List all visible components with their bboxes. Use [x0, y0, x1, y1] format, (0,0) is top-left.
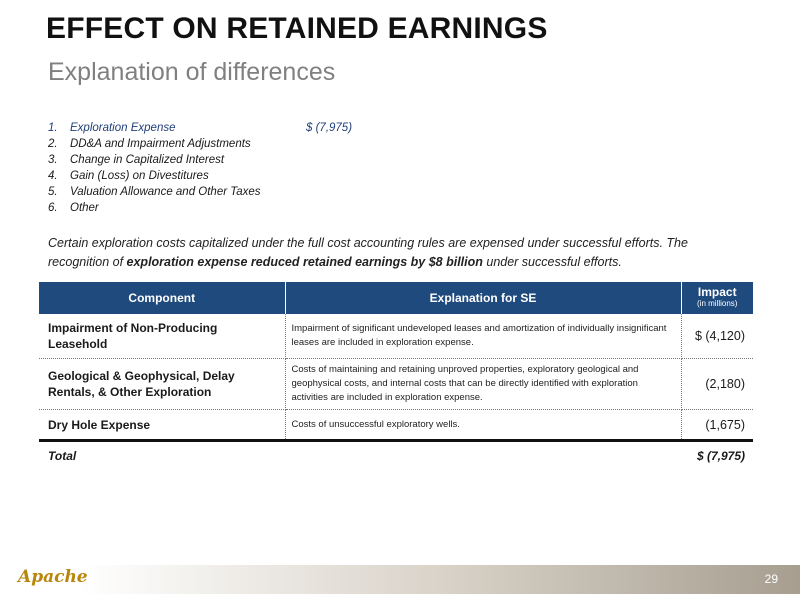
row-impact: $ (4,120) [681, 314, 753, 359]
row-impact: (2,180) [681, 359, 753, 410]
item-label: Gain (Loss) on Divestitures [70, 170, 209, 182]
list-item [48, 136, 352, 152]
total-label: Total [48, 449, 77, 464]
total-value: $ (7,975) [696, 449, 745, 464]
table-header-row [39, 282, 753, 314]
explanation-paragraph [48, 234, 748, 272]
footer-bar [0, 565, 800, 594]
list-item [48, 152, 352, 168]
row-component: Impairment of Non-Producing Leasehold [39, 314, 285, 359]
paragraph-text-end: under successful efforts. [482, 255, 622, 269]
page-title: EFFECT ON RETAINED EARNINGS [46, 12, 548, 45]
table-row [39, 410, 753, 441]
row-impact: (1,675) [681, 410, 753, 441]
list-item [48, 200, 352, 216]
paragraph-emphasis: exploration expense reduced retained earnings by $8 billion [126, 255, 483, 269]
paragraph-text: Certain exploration costs capitalized under the full cost accounting rules are expensed under successful efforts. The recognition of [48, 236, 688, 269]
item-label: Other [70, 202, 99, 214]
item-label: DD&A and Impairment Adjustments [70, 138, 251, 150]
item-amount: $ (7,975) [306, 122, 353, 134]
differences-list [48, 120, 352, 216]
header-impact-label: Impact [697, 285, 737, 299]
item-label: Change in Capitalized Interest [70, 154, 225, 166]
header-impact-unit: (in millions) [697, 299, 738, 308]
item-number: 2. [48, 138, 58, 150]
table-row [39, 314, 753, 359]
item-label: Valuation Allowance and Other Taxes [70, 186, 261, 198]
header-explanation: Explanation for SE [285, 282, 681, 314]
total-row [39, 441, 753, 471]
list-item [48, 184, 352, 200]
header-component: Component [39, 282, 285, 314]
item-number: 4. [48, 170, 58, 182]
row-explanation: Costs of maintaining and retaining unproved properties, exploratory geological and geophysical costs, and internal costs that can be directly identified with exploration activities are included in exploration expense. [285, 359, 681, 410]
row-explanation: Costs of unsuccessful exploratory wells. [285, 410, 681, 441]
item-label: Exploration Expense [70, 122, 176, 134]
row-component: Dry Hole Expense [39, 410, 285, 441]
list-item [48, 168, 352, 184]
page-number: 29 [764, 572, 778, 586]
row-component: Geological & Geophysical, Delay Rentals, & Other Exploration [39, 359, 285, 410]
header-impact [681, 282, 753, 314]
apache-logo: Apache [18, 567, 88, 587]
table-row [39, 359, 753, 410]
item-number: 1. [48, 122, 58, 134]
item-number: 5. [48, 186, 58, 198]
page-subtitle: Explanation of differences [48, 58, 336, 86]
item-number: 6. [48, 202, 58, 214]
components-table [39, 282, 753, 471]
row-explanation: Impairment of significant undeveloped leases and amortization of individually insignificant leases are included in exploration expense. [285, 314, 681, 359]
list-item [48, 120, 352, 136]
item-number: 3. [48, 154, 58, 166]
total-spacer [285, 441, 681, 471]
